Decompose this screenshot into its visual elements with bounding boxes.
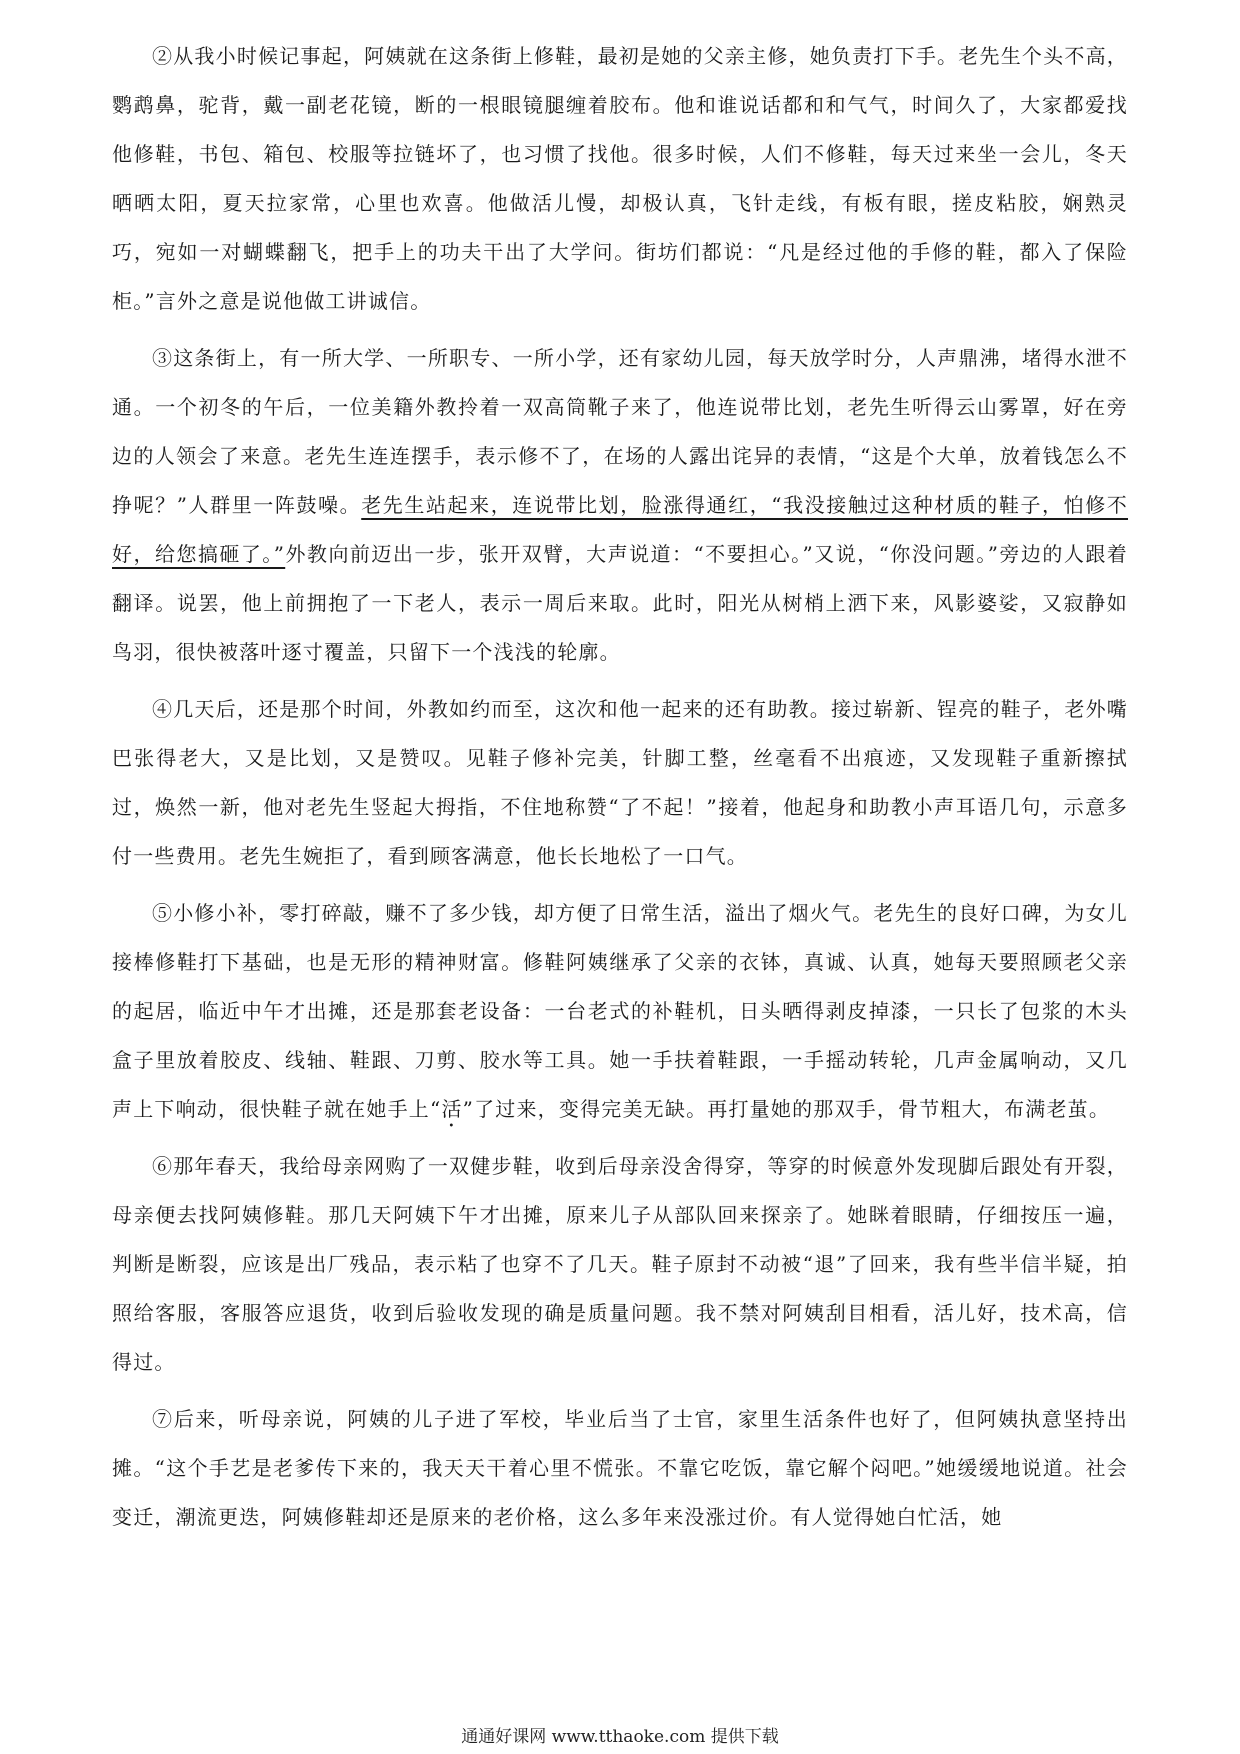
paragraph-2-text: ②从我小时候记事起，阿姨就在这条街上修鞋，最初是她的父亲主修，她负责打下手。老先生个头不高，鹦鹉鼻，驼背，戴一副老花镜，断的一根眼镜腿缠着胶布。他和谁说话都和和气气，时间久了，大家都爱找他修鞋，书包、箱包、校服等拉链坏了，也习惯了找他。很多时候，人们不修鞋，每天过来坐一会儿，冬天晒晒太阳，夏天拉家常，心里也欢喜。他做活儿慢，却极认真，飞针走线，有板有眼，搓皮粘胶，娴熟灵巧，宛如一对蝴蝶翻飞，把手上的功夫干出了大学问。街坊们都说：“凡是经过他的手修的鞋，都入了保险柜。”言外之意是说他做工讲诚信。 (112, 44, 1128, 313)
paragraph-3 (112, 334, 1128, 677)
page-footer: 通通好课网 www.tthaoke.com 提供下载 (461, 1727, 779, 1747)
underlined-sentence: 老先生站起来，连说带比划，脸涨得通红，“我没接触过这种材质的鞋子，怕修不好，给您搞砸了。” (112, 493, 1129, 566)
paragraph-4 (112, 685, 1128, 881)
paragraph-2 (112, 32, 1128, 326)
paragraph-6 (112, 1142, 1128, 1387)
paragraph-7 (112, 1395, 1128, 1542)
paragraph-7-text: ⑦后来，听母亲说，阿姨的儿子进了军校，毕业后当了士官，家里生活条件也好了，但阿姨执意坚持出摊。“这个手艺是老爹传下来的，我天天干着心里不慌张。不靠它吃饭，靠它解个闷吧。”她缓缓地说道。社会变迁，潮流更迭，阿姨修鞋却还是原来的老价格，这么多年来没涨过价。有人觉得她白忙活，她 (112, 1407, 1128, 1529)
paragraph-4-text: ④几天后，还是那个时间，外教如约而至，这次和他一起来的还有助教。接过崭新、锃亮的鞋子，老外嘴巴张得老大，又是比划，又是赞叹。见鞋子修补完美，针脚工整，丝毫看不出痕迹，又发现鞋子重新擦拭过，焕然一新，他对老先生竖起大拇指，不住地称赞“了不起！”接着，他起身和助教小声耳语几句，示意多付一些费用。老先生婉拒了，看到顾客满意，他长长地松了一口气。 (112, 697, 1128, 868)
document-page (112, 32, 1128, 1550)
paragraph-3-text-b: 外教向前迈出一步，张开双臂，大声说道：“不要担心。”又说，“你没问题。”旁边的人跟着翻译。说罢，他上前拥抱了一下老人，表示一周后来取。此时，阳光从树梢上洒下来，风影婆娑，又寂静如鸟羽，很快被落叶逐寸覆盖，只留下一个浅浅的轮廓。 (112, 542, 1128, 664)
paragraph-5 (112, 889, 1128, 1134)
paragraph-3-text-a: ③这条街上，有一所大学、一所职专、一所小学，还有家幼儿园，每天放学时分，人声鼎沸，堵得水泄不通。一个初冬的午后，一位美籍外教拎着一双高筒靴子来了，他连说带比划，老先生听得云山雾罩，好在旁边的人领会了来意。老先生连连摆手，表示修不了，在场的人露出诧异的表情，“这是个大单，放着钱怎么不挣呢？”人群里一阵鼓噪。 (112, 346, 1128, 517)
emphasized-word: 活 (441, 1097, 463, 1121)
paragraph-5-text-b: ”了过来，变得完美无缺。再打量她的那双手，骨节粗大，布满老茧。 (462, 1097, 1111, 1121)
paragraph-5-text-a: ⑤小修小补，零打碎敲，赚不了多少钱，却方便了日常生活，溢出了烟火气。老先生的良好口碑，为女儿接棒修鞋打下基础，也是无形的精神财富。修鞋阿姨继承了父亲的衣钵，真诚、认真，她每天要照顾老父亲的起居，临近中午才出摊，还是那套老设备：一台老式的补鞋机，日头晒得剥皮掉漆，一只长了包浆的木头盒子里放着胶皮、线轴、鞋跟、刀剪、胶水等工具。她一手扶着鞋跟，一手摇动转轮，几声金属响动，又几声上下响动，很快鞋子就在她手上“ (112, 901, 1128, 1121)
paragraph-6-text: ⑥那年春天，我给母亲网购了一双健步鞋，收到后母亲没舍得穿，等穿的时候意外发现脚后跟处有开裂，母亲便去找阿姨修鞋。那几天阿姨下午才出摊，原来儿子从部队回来探亲了。她眯着眼睛，仔细按压一遍，判断是断裂，应该是出厂残品，表示粘了也穿不了几天。鞋子原封不动被“退”了回来，我有些半信半疑，拍照给客服，客服答应退货，收到后验收发现的确是质量问题。我不禁对阿姨刮目相看，活儿好，技术高，信得过。 (112, 1154, 1128, 1374)
